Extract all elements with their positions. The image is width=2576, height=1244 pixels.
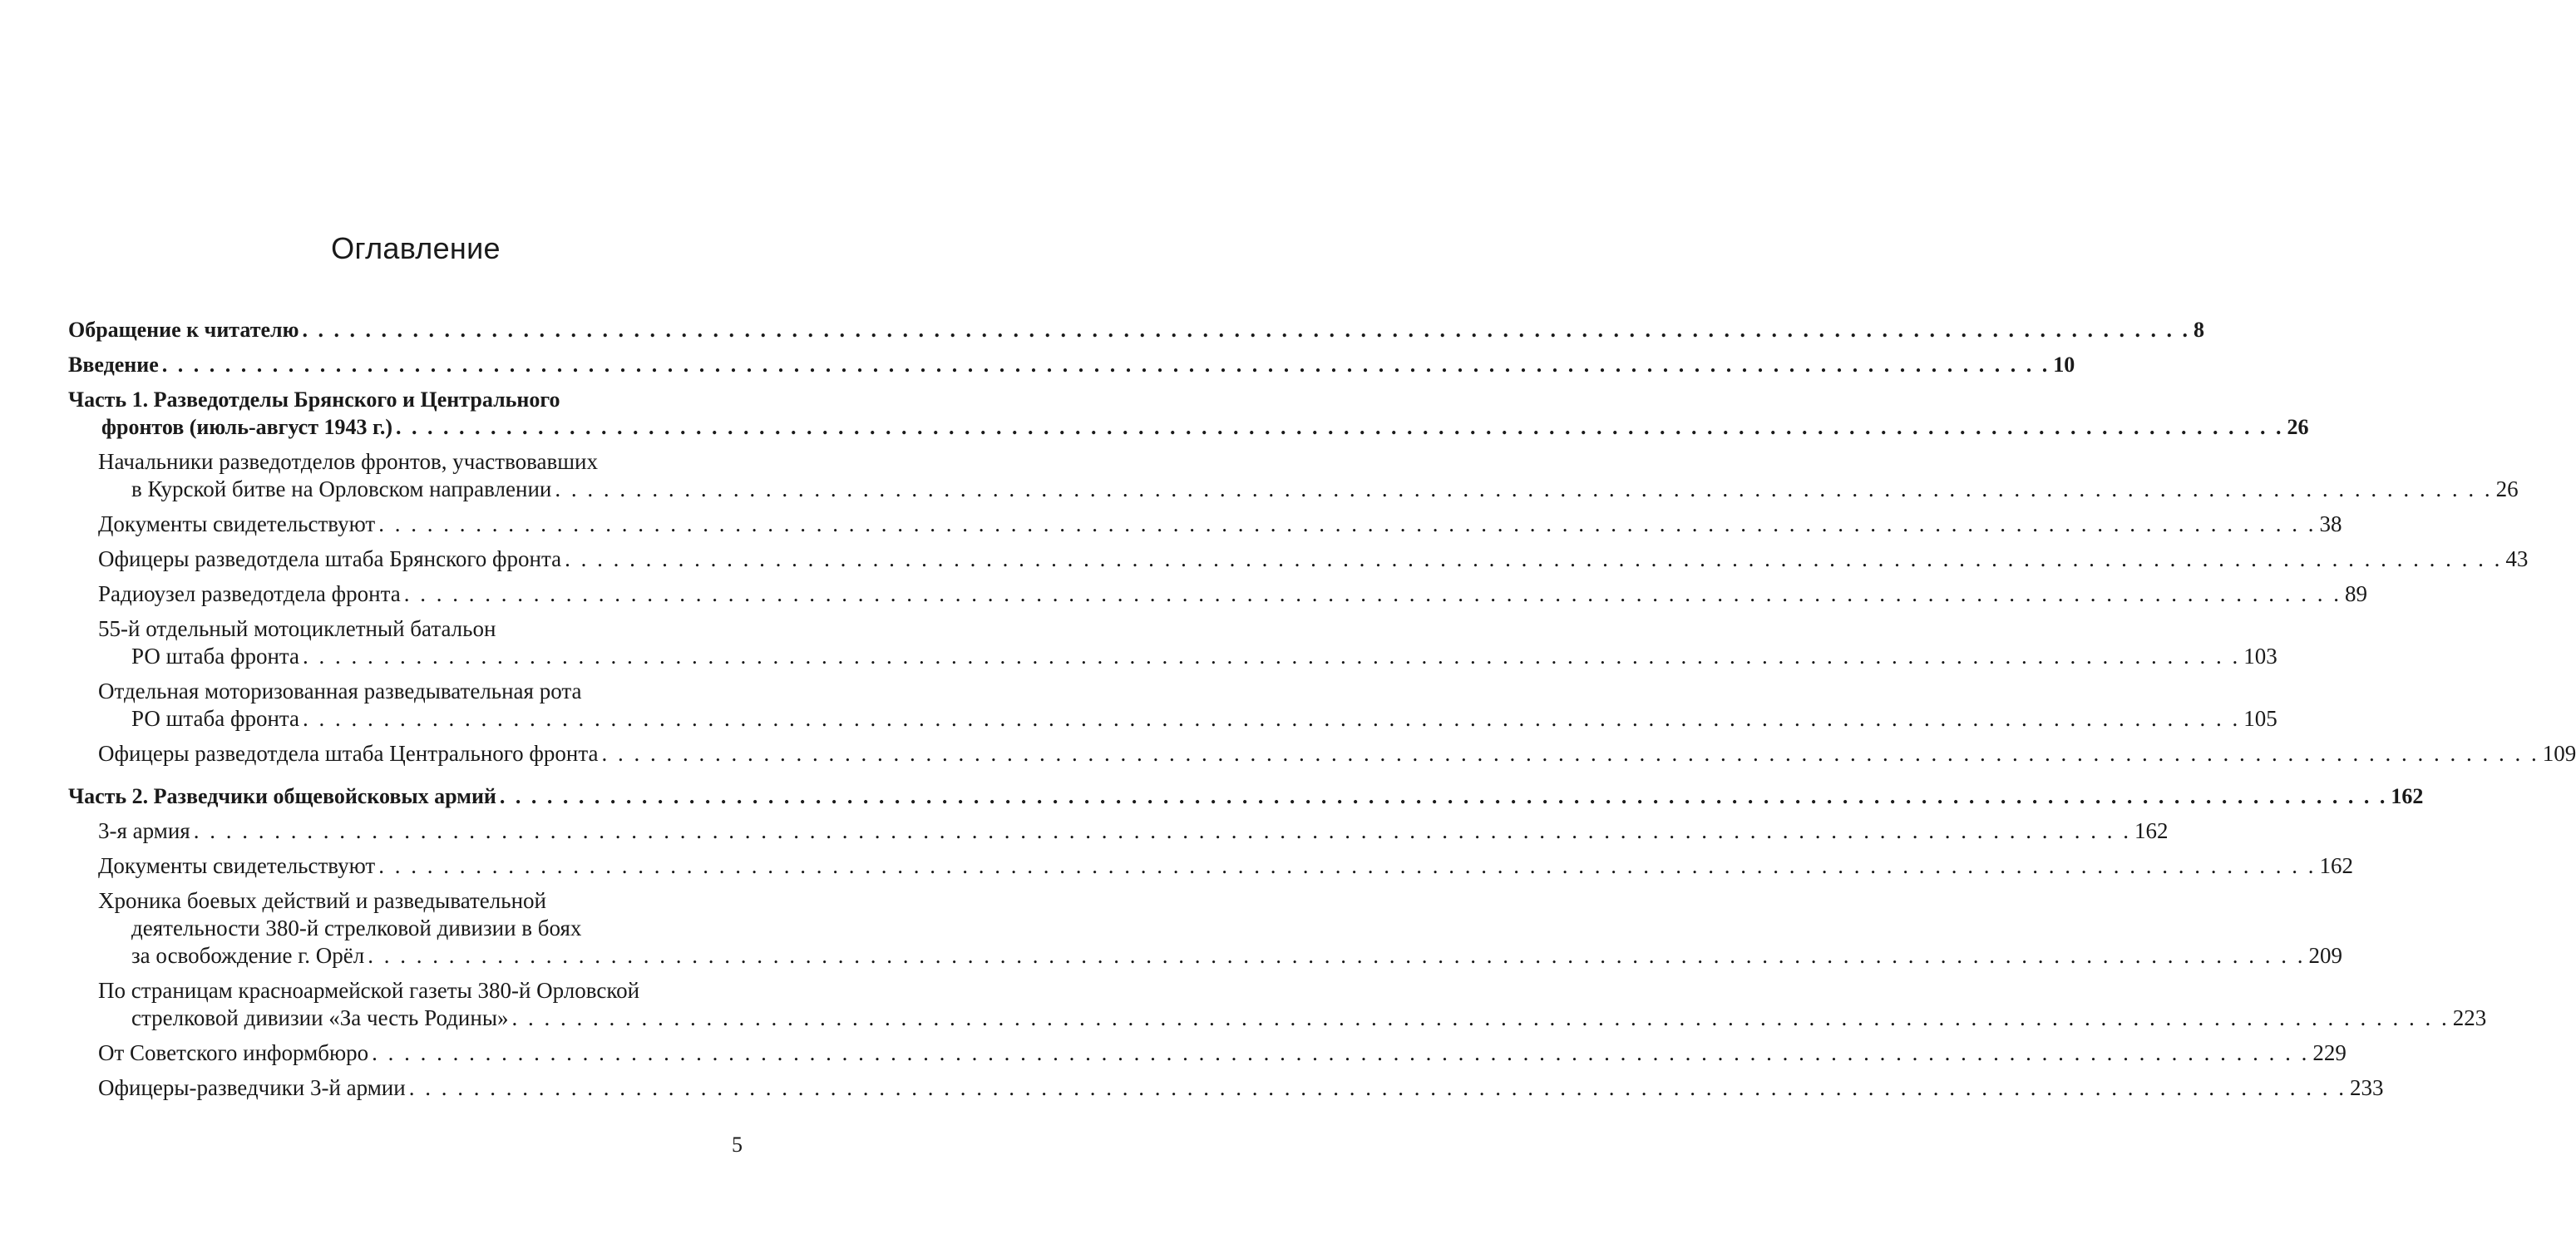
toc-entry-text: Введение bbox=[68, 353, 159, 377]
toc-entry-text: По страницам красноармейской газеты 380-й Орловской bbox=[98, 978, 640, 1003]
toc-entry-line bbox=[98, 511, 2342, 538]
toc-entry-line bbox=[98, 476, 2519, 503]
toc-entry[interactable] bbox=[68, 852, 2353, 880]
toc-page-number: 229 bbox=[2312, 1040, 2347, 1065]
dot-leader: . . . . . . . . . . . . . . . . . . . . . . . . . . . . . . . . . . . . . . . . . . . . . . . . . . . . . . . . . . . . . . . . . . . . . . . . . . . . . . . . . . . . . . . . . . . . . . . . . . . . . . . . . . . . . . . . . . . . . . . . bbox=[161, 353, 2050, 377]
toc-entry-text: Офицеры-разведчики 3-й армии bbox=[98, 1075, 406, 1100]
toc-entry-line bbox=[98, 1039, 2347, 1067]
toc-entry-line bbox=[98, 915, 736, 942]
toc-entry-line bbox=[98, 1005, 2487, 1032]
toc-entry-text: РО штаба фронта bbox=[131, 644, 300, 669]
dot-leader: . . . . . . . . . . . . . . . . . . . . . . . . . . . . . . . . . . . . . . . . . . . . . . . . . . . . . . . . . . . . . . . . . . . . . . . . . . . . . . . . . . . . . . . . . . . . . . . . . . . . . . . . . . . . . . . . . . . . . . . . bbox=[408, 1075, 2347, 1100]
toc-entry-line bbox=[98, 580, 2367, 608]
toc-entry-line bbox=[98, 545, 2529, 573]
toc-entry-text: РО штаба фронта bbox=[131, 706, 300, 731]
toc-entry[interactable] bbox=[68, 580, 2367, 608]
toc-entry[interactable] bbox=[68, 615, 2277, 670]
toc-entry-text: Офицеры разведотдела штаба Центрального фронта bbox=[98, 741, 599, 766]
toc-page-number: 8 bbox=[2193, 318, 2204, 342]
toc-entry[interactable] bbox=[68, 678, 2277, 733]
dot-leader: . . . . . . . . . . . . . . . . . . . . . . . . . . . . . . . . . . . . . . . . . . . . . . . . . . . . . . . . . . . . . . . . . . . . . . . . . . . . . . . . . . . . . . . . . . . . . . . . . . . . . . . . . . . . . . . . . . . . . . . . bbox=[303, 644, 2241, 669]
toc-page-number: 26 bbox=[2495, 476, 2519, 501]
toc-entry[interactable] bbox=[68, 448, 2519, 503]
dot-leader: . . . . . . . . . . . . . . . . . . . . . . . . . . . . . . . . . . . . . . . . . . . . . . . . . . . . . . . . . . . . . . . . . . . . . . . . . . . . . . . . . . . . . . . . . . . . . . . . . . . . . . . . . . . . . . . . . . . . . . . . bbox=[565, 546, 2503, 571]
dot-leader: . . . . . . . . . . . . . . . . . . . . . . . . . . . . . . . . . . . . . . . . . . . . . . . . . . . . . . . . . . . . . . . . . . . . . . . . . . . . . . . . . . . . . . . . . . . . . . . . . . . . . . . . . . . . . . . . . . . . . . . . bbox=[499, 784, 2388, 808]
toc-entry-text: Отдельная моторизованная разведывательная рота bbox=[98, 679, 582, 703]
table-of-contents bbox=[68, 316, 2576, 1109]
toc-page-number: 10 bbox=[2053, 353, 2075, 377]
toc-entry[interactable] bbox=[68, 386, 2309, 441]
toc-entry-line bbox=[98, 852, 2353, 880]
dot-leader: . . . . . . . . . . . . . . . . . . . . . . . . . . . . . . . . . . . . . . . . . . . . . . . . . . . . . . . . . . . . . . . . . . . . . . . . . . . . . . . . . . . . . . . . . . . . . . . . . . . . . . . . . . . . . . . . . . . . . . . . bbox=[302, 318, 2190, 342]
toc-entry-text: в Курской битве на Орловском направлении bbox=[131, 476, 552, 501]
toc-entry[interactable] bbox=[68, 977, 2487, 1032]
toc-entry-line bbox=[98, 678, 736, 705]
dot-leader: . . . . . . . . . . . . . . . . . . . . . . . . . . . . . . . . . . . . . . . . . . . . . . . . . . . . . . . . . . . . . . . . . . . . . . . . . . . . . . . . . . . . . . . . . . . . . . . . . . . . . . . . . . . . . . . . . . . . . . . . bbox=[193, 818, 2131, 843]
toc-page-number: 38 bbox=[2319, 511, 2342, 536]
toc-page-number: 233 bbox=[2349, 1075, 2384, 1100]
toc-entry[interactable] bbox=[68, 316, 2204, 343]
dot-leader: . . . . . . . . . . . . . . . . . . . . . . . . . . . . . . . . . . . . . . . . . . . . . . . . . . . . . . . . . . . . . . . . . . . . . . . . . . . . . . . . . . . . . . . . . . . . . . . . . . . . . . . . . . . . . . . . . . . . . . . . bbox=[368, 943, 2306, 968]
toc-entry-line bbox=[98, 887, 736, 915]
toc-entry-line bbox=[98, 817, 2169, 845]
toc-entry-line bbox=[68, 316, 2204, 343]
toc-entry[interactable] bbox=[68, 782, 2424, 810]
dot-leader: . . . . . . . . . . . . . . . . . . . . . . . . . . . . . . . . . . . . . . . . . . . . . . . . . . . . . . . . . . . . . . . . . . . . . . . . . . . . . . . . . . . . . . . . . . . . . . . . . . . . . . . . . . . . . . . . . . . . . . . . bbox=[511, 1005, 2450, 1030]
page-title: Оглавление bbox=[331, 231, 501, 265]
toc-entry-line bbox=[98, 448, 736, 476]
toc-page-number: 26 bbox=[2287, 415, 2309, 439]
toc-entry-line bbox=[68, 386, 736, 413]
toc-entry-text: От Советского информбюро bbox=[98, 1040, 369, 1065]
dot-leader: . . . . . . . . . . . . . . . . . . . . . . . . . . . . . . . . . . . . . . . . . . . . . . . . . . . . . . . . . . . . . . . . . . . . . . . . . . . . . . . . . . . . . . . . . . . . . . . . . . . . . . . . . . . . . . . . . . . . . . . . bbox=[378, 511, 2317, 536]
toc-entry-text: Обращение к читателю bbox=[68, 318, 299, 342]
toc-entry-text: фронтов (июль-август 1943 г.) bbox=[101, 415, 392, 439]
toc-entry-line bbox=[98, 977, 736, 1005]
toc-page-number: 103 bbox=[2243, 644, 2277, 669]
toc-page-number: 209 bbox=[2308, 943, 2342, 968]
toc-entry[interactable] bbox=[68, 545, 2529, 573]
toc-entry[interactable] bbox=[68, 511, 2342, 538]
toc-page-number: 162 bbox=[2319, 853, 2353, 878]
toc-entry-line bbox=[98, 615, 736, 643]
toc-entry[interactable] bbox=[68, 817, 2169, 845]
toc-entry[interactable] bbox=[68, 740, 2576, 768]
toc-entry-text: за освобождение г. Орёл bbox=[131, 943, 365, 968]
toc-entry[interactable] bbox=[68, 351, 2075, 378]
toc-entry-text: Документы свидетельствуют bbox=[98, 853, 376, 878]
toc-entry-text: Часть 1. Разведотделы Брянского и Центрального bbox=[68, 388, 560, 412]
dot-leader: . . . . . . . . . . . . . . . . . . . . . . . . . . . . . . . . . . . . . . . . . . . . . . . . . . . . . . . . . . . . . . . . . . . . . . . . . . . . . . . . . . . . . . . . . . . . . . . . . . . . . . . . . . . . . . . . . . . . . . . . bbox=[601, 741, 2539, 766]
toc-entry-text: Офицеры разведотдела штаба Брянского фронта bbox=[98, 546, 562, 571]
dot-leader: . . . . . . . . . . . . . . . . . . . . . . . . . . . . . . . . . . . . . . . . . . . . . . . . . . . . . . . . . . . . . . . . . . . . . . . . . . . . . . . . . . . . . . . . . . . . . . . . . . . . . . . . . . . . . . . . . . . . . . . . bbox=[303, 706, 2241, 731]
toc-page-number: 223 bbox=[2452, 1005, 2487, 1030]
toc-page-number: 162 bbox=[2134, 818, 2169, 843]
toc-entry-line bbox=[98, 643, 2277, 670]
toc-entry-text: 3-я армия bbox=[98, 818, 190, 843]
toc-entry[interactable] bbox=[68, 1074, 2384, 1102]
toc-entry-text: деятельности 380-й стрелковой дивизии в боях bbox=[131, 916, 582, 940]
toc-entry-line bbox=[68, 351, 2075, 378]
toc-entry-line bbox=[98, 705, 2277, 733]
toc-entry-text: Документы свидетельствуют bbox=[98, 511, 376, 536]
toc-entry-text: 55-й отдельный мотоциклетный батальон bbox=[98, 616, 496, 641]
toc-page-number: 43 bbox=[2505, 546, 2529, 571]
toc-entry-text: Часть 2. Разведчики общевойсковых армий bbox=[68, 784, 496, 808]
dot-leader: . . . . . . . . . . . . . . . . . . . . . . . . . . . . . . . . . . . . . . . . . . . . . . . . . . . . . . . . . . . . . . . . . . . . . . . . . . . . . . . . . . . . . . . . . . . . . . . . . . . . . . . . . . . . . . . . . . . . . . . . bbox=[378, 853, 2317, 878]
toc-entry-line bbox=[68, 413, 2309, 441]
toc-page-number: 162 bbox=[2391, 784, 2424, 808]
toc-entry-text: стрелковой дивизии «За честь Родины» bbox=[131, 1005, 509, 1030]
toc-entry-text: Радиоузел разведотдела фронта bbox=[98, 581, 401, 606]
toc-entry-text: Начальники разведотделов фронтов, участвовавших bbox=[98, 449, 599, 474]
toc-page-number: 105 bbox=[2243, 706, 2277, 731]
dot-leader: . . . . . . . . . . . . . . . . . . . . . . . . . . . . . . . . . . . . . . . . . . . . . . . . . . . . . . . . . . . . . . . . . . . . . . . . . . . . . . . . . . . . . . . . . . . . . . . . . . . . . . . . . . . . . . . . . . . . . . . . bbox=[396, 415, 2284, 439]
toc-entry-line bbox=[98, 740, 2576, 768]
toc-entry[interactable] bbox=[68, 1039, 2347, 1067]
dot-leader: . . . . . . . . . . . . . . . . . . . . . . . . . . . . . . . . . . . . . . . . . . . . . . . . . . . . . . . . . . . . . . . . . . . . . . . . . . . . . . . . . . . . . . . . . . . . . . . . . . . . . . . . . . . . . . . . . . . . . . . . bbox=[403, 581, 2342, 606]
toc-page-number: 89 bbox=[2344, 581, 2367, 606]
dot-leader: . . . . . . . . . . . . . . . . . . . . . . . . . . . . . . . . . . . . . . . . . . . . . . . . . . . . . . . . . . . . . . . . . . . . . . . . . . . . . . . . . . . . . . . . . . . . . . . . . . . . . . . . . . . . . . . . . . . . . . . . bbox=[555, 476, 2493, 501]
toc-entry-line bbox=[98, 1074, 2384, 1102]
toc-entry[interactable] bbox=[68, 887, 2342, 970]
page-number: 5 bbox=[732, 1133, 743, 1157]
toc-page-number: 109 bbox=[2542, 741, 2576, 766]
toc-entry-text: Хроника боевых действий и разведывательной bbox=[98, 888, 546, 913]
toc-entry-line bbox=[98, 942, 2342, 970]
dot-leader: . . . . . . . . . . . . . . . . . . . . . . . . . . . . . . . . . . . . . . . . . . . . . . . . . . . . . . . . . . . . . . . . . . . . . . . . . . . . . . . . . . . . . . . . . . . . . . . . . . . . . . . . . . . . . . . . . . . . . . . . bbox=[372, 1040, 2310, 1065]
toc-entry-line bbox=[68, 782, 2424, 810]
